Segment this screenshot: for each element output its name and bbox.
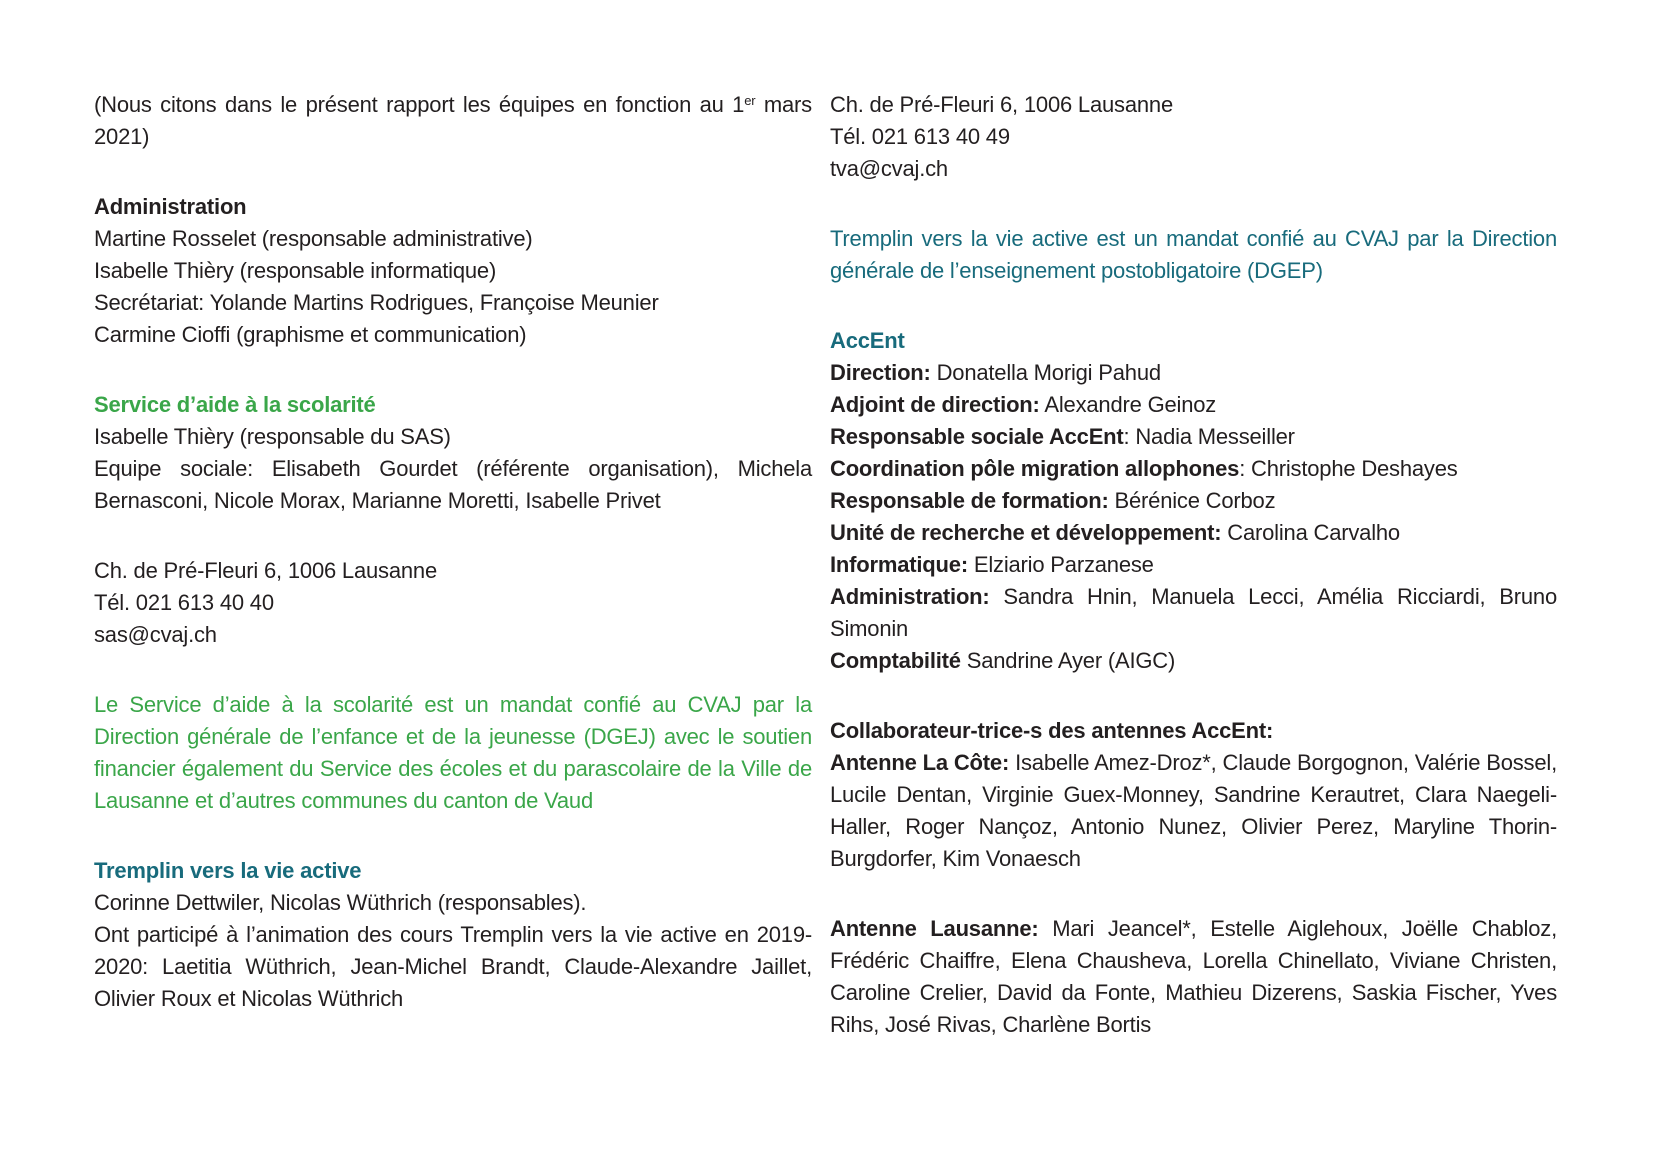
address-line: Ch. de Pré-Fleuri 6, 1006 Lausanne <box>94 558 437 583</box>
tremplin-heading: Tremplin vers la vie active <box>94 858 362 883</box>
email-line: tva@cvaj.ch <box>830 156 948 181</box>
administration-heading: Administration <box>94 194 247 219</box>
email-line: sas@cvaj.ch <box>94 622 217 647</box>
accent-heading: AccEnt <box>830 328 905 353</box>
staff-line: Isabelle Thièry (responsable du SAS) <box>94 424 451 449</box>
role-line: Adjoint de direction: Alexandre Geinoz <box>830 392 1217 417</box>
tremplin-team: Ont participé à l’animation des cours Tremplin vers la vie active en 2019-2020: Laetitia Wüthrich, Jean-Michel Brandt, Claude-Alexandre Jaillet, Olivier Roux et Nicolas Wüthrich <box>94 922 812 1011</box>
role-line: Comptabilité Sandrine Ayer (AIGC) <box>830 648 1176 673</box>
address-line: Ch. de Pré-Fleuri 6, 1006 Lausanne <box>830 92 1173 117</box>
role-line: Responsable sociale AccEnt: Nadia Messeiller <box>830 424 1295 449</box>
sas-heading: Service d’aide à la scolarité <box>94 392 376 417</box>
sas-mandate-note: Le Service d’aide à la scolarité est un mandat confié au CVAJ par la Direction générale de l’enfance et de la jeunesse (DGEJ) avec le soutien financier également du Service des écoles et du parascolaire de la Ville de Lausanne et d’autres communes du canton de Vaud <box>94 692 812 813</box>
antenne-la-cote: Antenne La Côte: Isabelle Amez-Droz*, Claude Borgognon, Valérie Bossel, Lucile Dentan, Virginie Guex-Monney, Sandrine Kerautret, Clara Naegeli-Haller, Roger Nançoz, Antonio Nunez, Olivier Perez, Maryline Thorin-Burgdorfer, Kim Vonaesch <box>830 750 1557 871</box>
right-column <box>830 89 1557 1166</box>
role-line: Responsable de formation: Bérénice Corboz <box>830 488 1276 513</box>
role-line: Unité de recherche et développement: Carolina Carvalho <box>830 520 1400 545</box>
tremplin-mandate-note: Tremplin vers la vie active est un mandat confié au CVAJ par la Direction générale de l’enseignement postobligatoire (DGEP) <box>830 226 1557 283</box>
staff-line: Corinne Dettwiler, Nicolas Wüthrich (responsables). <box>94 890 587 915</box>
staff-line: Martine Rosselet (responsable administrative) <box>94 226 533 251</box>
left-column <box>94 89 812 1166</box>
role-line: Coordination pôle migration allophones: Christophe Deshayes <box>830 456 1458 481</box>
role-line: Direction: Donatella Morigi Pahud <box>830 360 1161 385</box>
sas-team: Equipe sociale: Elisabeth Gourdet (référente organisation), Michela Bernasconi, Nicole Morax, Marianne Moretti, Isabelle Privet <box>94 456 812 513</box>
antennes-heading: Collaborateur-trice-s des antennes AccEnt: <box>830 718 1274 743</box>
role-line: Informatique: Elziario Parzanese <box>830 552 1154 577</box>
role-line: Administration: Sandra Hnin, Manuela Lecci, Amélia Ricciardi, Bruno Simonin <box>830 584 1557 641</box>
antenne-lausanne: Antenne Lausanne: Mari Jeancel*, Estelle Aiglehoux, Joëlle Chabloz, Frédéric Chaiffre, Elena Chausheva, Lorella Chinellato, Viviane Christen, Caroline Crelier, David da Fonte, Mathieu Dizerens, Saskia Fischer, Yves Rihs, José Rivas, Charlène Bortis <box>830 916 1557 1037</box>
intro-note: (Nous citons dans le présent rapport les équipes en fonction au 1er mars 2021) <box>94 92 812 149</box>
staff-line: Isabelle Thièry (responsable informatique) <box>94 258 497 283</box>
phone-line: Tél. 021 613 40 49 <box>830 124 1010 149</box>
staff-line: Carmine Cioffi (graphisme et communication) <box>94 322 527 347</box>
phone-line: Tél. 021 613 40 40 <box>94 590 274 615</box>
staff-line: Secrétariat: Yolande Martins Rodrigues, Françoise Meunier <box>94 290 659 315</box>
